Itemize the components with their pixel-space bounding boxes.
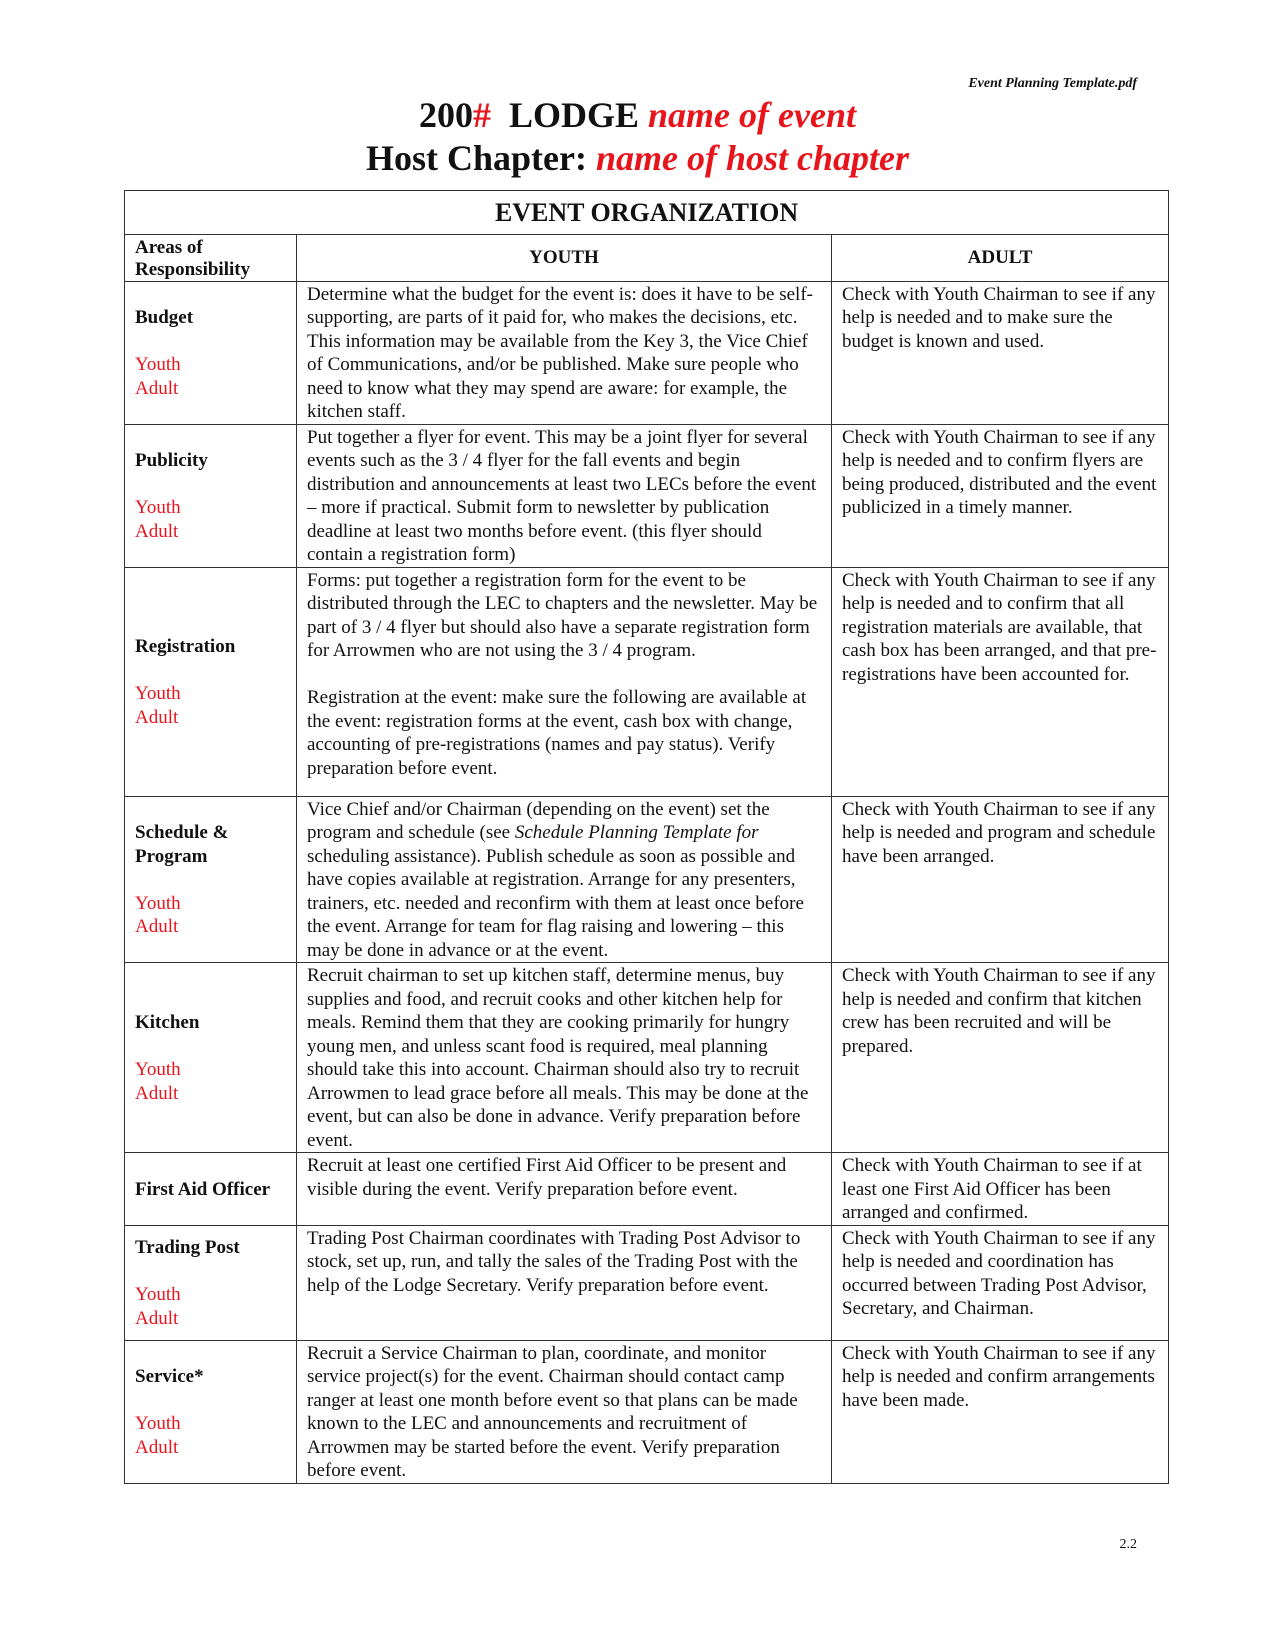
youth-label: Youth [135, 1413, 181, 1434]
youth-cell: Trading Post Chairman coordinates with Trading Post Advisor to stock, set up, run, and tally the sales of the Trading Post with the help of the Lodge Secretary. Verify preparation before event. [297, 1225, 832, 1340]
adult-label: Adult [135, 706, 179, 728]
title-hash: # [473, 95, 491, 135]
title-lodge: LODGE [509, 95, 640, 135]
youth-cell: Recruit chairman to set up kitchen staff, determine menus, buy supplies and food, and recruit cooks and other kitchen help for meals. Remind them that they are cooking primarily for hungry young men, and unless scant food is required, meal planning should take this into account. Chairman should also try to recruit Arrowmen to lead grace before all meals. This may be done at the event, but can also be done in advance. Verify preparation before event. [297, 963, 832, 1153]
youth-label: Youth [135, 892, 181, 914]
adult-cell: Check with Youth Chairman to see if any help is needed and to make sure the budget is known and used. [832, 281, 1169, 424]
column-header-areas: Areas of Responsibility [125, 234, 297, 281]
page-number: 2.2 [1119, 1537, 1137, 1552]
table-row [125, 567, 1169, 796]
table-row [125, 281, 1169, 424]
title-event-name: name of event [648, 95, 856, 135]
area-name: Schedule & Program [135, 822, 229, 867]
adult-cell: Check with Youth Chairman to see if any help is needed and coordination has occurred between Trading Post Advisor, Secretary, and Chairman. [832, 1225, 1169, 1340]
youth-cell: Put together a flyer for event. This may be a joint flyer for several events such as the 3 / 4 flyer for the fall events and begin distribution and announcements at least two LECs before the event – more if practical. Submit form to newsletter by publication deadline at least two months before event. (this flyer should contain a registration form) [297, 424, 832, 567]
youth-label: Youth [135, 1059, 181, 1080]
table-row [125, 963, 1169, 1153]
column-header-youth: YOUTH [297, 234, 832, 281]
registration-paragraph: Registration at the event: make sure the following are available at the event: registration forms at the event, cash box with change, accounting of pre-registrations (names and pay status). Verify preparation before event. [307, 687, 807, 779]
area-name: Budget [135, 307, 194, 328]
schedule-template-reference: Schedule Planning Template for [514, 822, 759, 843]
page-title [0, 94, 1275, 136]
area-name: Service* [135, 1366, 204, 1387]
area-name: Kitchen [135, 1012, 200, 1033]
adult-cell: Check with Youth Chairman to see if any help is needed and confirm arrangements have been made. [832, 1340, 1169, 1483]
area-name: Trading Post [135, 1237, 240, 1258]
forms-paragraph: Forms: put together a registration form for the event to be distributed through the LEC to chapters and the newsletter. May be part of 3 / 4 flyer but should also have a separate registration form for Arrowmen who are not using the 3 / 4 program. [307, 569, 818, 661]
adult-label: Adult [135, 520, 179, 542]
table-row [125, 1225, 1169, 1340]
youth-cell: Determine what the budget for the event is: does it have to be self-supporting, are parts of it paid for, who makes the decisions, etc. This information may be available from the Key 3, the Vice Chief of Communications, and/or be published. Make sure people who need to know what they may spend are aware: for example, the kitchen staff. [297, 281, 832, 424]
file-name: Event Planning Template.pdf [968, 76, 1137, 91]
adult-label: Adult [135, 1436, 179, 1458]
youth-cell [297, 567, 832, 796]
table-row [125, 1153, 1169, 1226]
title-year: 200 [419, 95, 473, 135]
adult-cell: Check with Youth Chairman to see if any help is needed and program and schedule have been arranged. [832, 796, 1169, 963]
host-chapter-name: name of host chapter [595, 138, 909, 178]
area-name: Publicity [135, 450, 208, 471]
adult-cell: Check with Youth Chairman to see if any help is needed and to confirm flyers are being produced, distributed and the event publicized in a timely manner. [832, 424, 1169, 567]
adult-cell: Check with Youth Chairman to see if any help is needed and confirm that kitchen crew has been recruited and will be prepared. [832, 963, 1169, 1153]
area-cell [125, 1225, 297, 1340]
youth-cell: Recruit at least one certified First Aid Officer to be present and visible during the event. Verify preparation before event. [297, 1153, 832, 1226]
table-row [125, 796, 1169, 963]
area-cell [125, 567, 297, 796]
table-row [125, 424, 1169, 567]
adult-label: Adult [135, 1082, 179, 1104]
youth-text: scheduling assistance). Publish schedule as soon as possible and have copies available at registration. Arrange for any presenters, trainers, etc. needed and reconfirm with them at least once before the event. Arrange for team for flag raising and lowering – this may be done in advance or at the event. [307, 845, 804, 961]
page-subtitle [0, 137, 1275, 179]
column-header-adult: ADULT [832, 234, 1169, 281]
youth-label: Youth [135, 354, 181, 375]
area-name: Registration [135, 636, 236, 657]
area-cell [125, 281, 297, 424]
area-cell [125, 1340, 297, 1483]
adult-label: Adult [135, 377, 179, 399]
youth-label: Youth [135, 683, 181, 704]
table-heading: EVENT ORGANIZATION [125, 191, 1169, 235]
area-name: First Aid Officer [135, 1178, 271, 1200]
youth-cell [297, 796, 832, 963]
area-cell [125, 963, 297, 1153]
area-cell [125, 1153, 297, 1226]
adult-cell: Check with Youth Chairman to see if at least one First Aid Officer has been arranged and confirmed. [832, 1153, 1169, 1226]
area-cell [125, 796, 297, 963]
adult-label: Adult [135, 1307, 179, 1329]
youth-label: Youth [135, 1284, 181, 1305]
event-organization-table [124, 190, 1169, 1484]
youth-cell: Recruit a Service Chairman to plan, coordinate, and monitor service project(s) for the event. Chairman should contact camp ranger at least one month before event so that plans can be made known to the LEC and announcements and recruitment of Arrowmen may be started before the event. Verify preparation before event. [297, 1340, 832, 1483]
table-row [125, 1340, 1169, 1483]
adult-cell: Check with Youth Chairman to see if any help is needed and to confirm that all registration materials are available, that cash box has been arranged, and that pre-registrations have been accounted for. [832, 567, 1169, 796]
youth-label: Youth [135, 497, 181, 518]
area-cell [125, 424, 297, 567]
youth-text: Vice Chief and/or Chairman (depending on the event) set the program and schedule (see [307, 798, 770, 843]
adult-label: Adult [135, 916, 179, 937]
host-chapter-label: Host Chapter: [366, 138, 587, 178]
